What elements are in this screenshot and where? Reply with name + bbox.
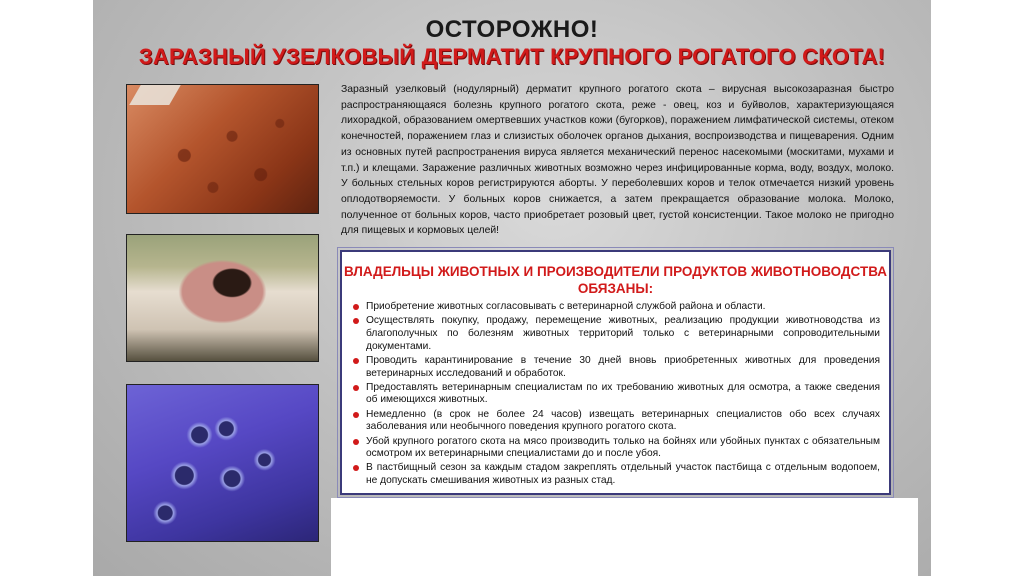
disease-description: Заразный узелковый (нодулярный) дерматит крупного рогатого скота – вирусная высокозаразная быстро распространяющаяся болезнь крупного рогатого скота, реже - овец, коз и буйволов, характеризующаяся лихорадкой, образованием омертвевших участков кожи (бугорков), поражением лимфатической системы, отеком конечностей, поражением глаз и слизистых оболочек органов дыхания, воспроизводства и пищеварения. Одним из основных путей распространения вируса является механический перенос насекомыми (москитами, мухами и т.п.) и клещами. Заражение различных животных возможно через инфицированные корма, воду, воздух, молоко. У больных стельных коров регистрируются аборты. У переболевших коров и телок отмечается низкий уровень оплодотворяемости. У больных коров снижается, а затем прекращается образование молока. Молоко, полученное от больных коров, часто приобретает розовый цвет, густой консистенции. Такое молоко не пригодно для пищевых и кормовых целей! (341, 84, 894, 237)
bullet-icon (353, 304, 359, 310)
skin-lesions-closeup-photo (126, 384, 319, 542)
duty-item (352, 409, 880, 434)
bullet-icon (353, 358, 359, 364)
cow-nose-discharge-photo (126, 234, 319, 362)
duty-text: Предоставлять ветеринарным специалистам по их требованию животных для осмотра, а также сведения об имеющихся животных. (366, 381, 880, 406)
duty-item (352, 301, 880, 314)
duty-text: Убой крупного рогатого скота на мясо производить только на бойнях или убойных пунктах с обязательным осмотром их ветеринарными специалистами до и после убоя. (366, 435, 880, 460)
poster-title: ОСТОРОЖНО! (425, 16, 599, 43)
duty-text: Приобретение животных согласовывать с ветеринарной службой района и области. (366, 301, 766, 312)
duty-text: Немедленно (в срок не более 24 часов) извещать ветеринарных специалистов обо всех случаях заболевания или необычного поведения крупного рогатого скота. (366, 408, 880, 433)
cow-skin-nodules-photo (126, 84, 319, 214)
duties-list (352, 301, 880, 489)
blank-overlay (331, 498, 918, 576)
duty-text: В пастбищный сезон за каждым стадом закреплять отдельный участок пастбища с отдельным водопоем, не допускать смешивания животных из разных стад. (366, 462, 880, 487)
bullet-icon (353, 412, 359, 418)
duty-text: Осуществлять покупку, продажу, перемещение животных, реализацию продукции животноводства из благополучных по болезням животных территорий только с ветеринарными сопроводительными документами. (366, 315, 880, 352)
bullet-icon (353, 318, 359, 324)
bullet-icon (353, 385, 359, 391)
duty-text: Проводить карантинирование в течение 30 дней вновь приобретенных животных для проведения ветеринарных исследований и обработок. (366, 354, 880, 379)
duty-item (352, 436, 880, 461)
owner-duties-box (340, 250, 891, 495)
bullet-icon (353, 465, 359, 471)
bullet-icon (353, 439, 359, 445)
duties-heading: ВЛАДЕЛЬЦЫ ЖИВОТНЫХ И ПРОИЗВОДИТЕЛИ ПРОДУКТОВ ЖИВОТНОВОДСТВА ОБЯЗАНЫ: (343, 264, 888, 296)
duty-item (352, 382, 880, 407)
duty-item (352, 315, 880, 353)
warning-poster (93, 0, 931, 576)
duty-item (352, 355, 880, 380)
duty-item (352, 462, 880, 487)
poster-subtitle: ЗАРАЗНЫЙ УЗЕЛКОВЫЙ ДЕРМАТИТ КРУПНОГО РОГАТОГО СКОТА! (138, 44, 886, 69)
